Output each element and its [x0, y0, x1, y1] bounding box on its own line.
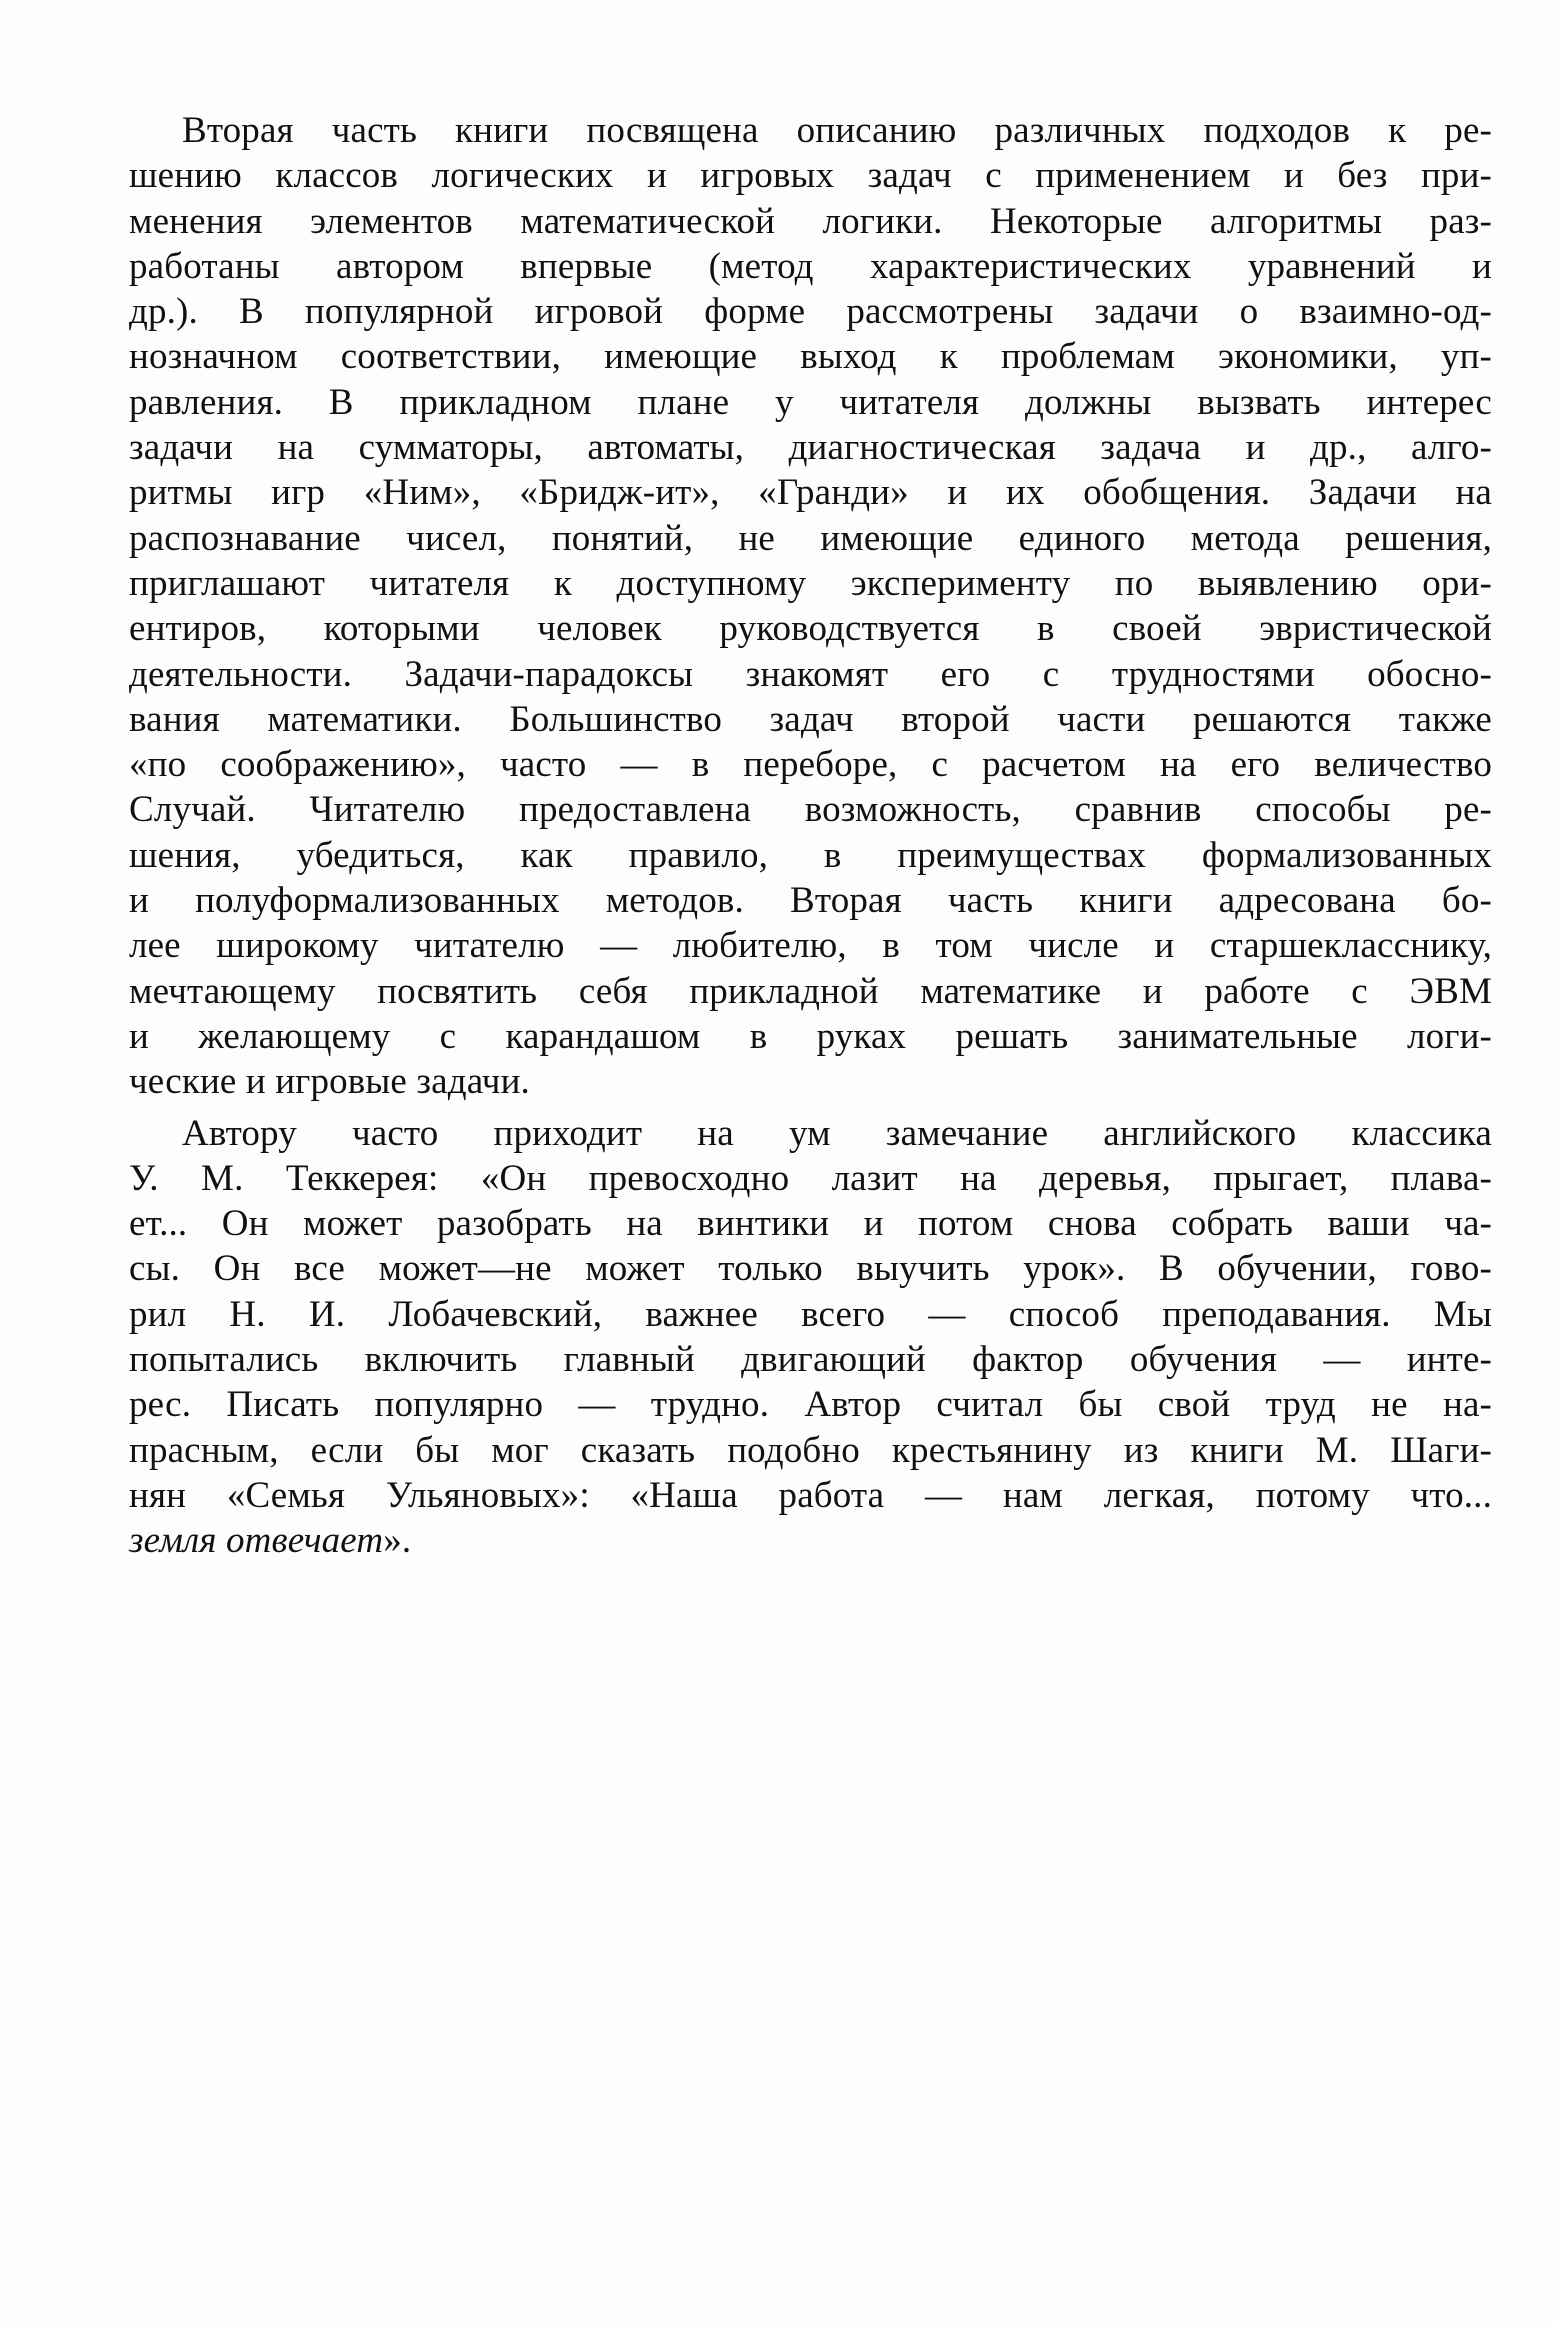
text-line: работаны автором впервые (метод характеристических уравнений и: [129, 245, 1492, 287]
text-line: задачи на сумматоры, автоматы, диагностическая задача и др., алго-: [129, 427, 1492, 469]
text-line: и желающему с карандашом в руках решать занимательные логи-: [129, 1015, 1492, 1057]
text-line: сы. Он все может—не может только выучить урок». В обучении, гово-: [129, 1248, 1492, 1290]
text-line: У. М. Теккерея: «Он превосходно лазит на деревья, прыгает, плава-: [129, 1157, 1492, 1199]
text-line: рес. Писать популярно — трудно. Автор считал бы свой труд не на-: [129, 1384, 1492, 1426]
text-line: шения, убедиться, как правило, в преимуществах формализованных: [129, 834, 1492, 876]
page-text: [129, 108, 1492, 1564]
text-line: шению классов логических и игровых задач с применением и без при-: [129, 155, 1492, 197]
text-line: «по соображению», часто — в переборе, с расчетом на его величество: [129, 744, 1492, 786]
text-line: лее широкому читателю — любителю, в том числе и старшекласснику,: [129, 925, 1492, 967]
text-line: распознавание чисел, понятий, не имеющие единого метода решения,: [129, 517, 1492, 559]
text-line: попытались включить главный двигающий фактор обучения — инте-: [129, 1339, 1492, 1381]
text-line: ентиров, которыми человек руководствуется в своей эвристической: [129, 608, 1492, 650]
text-line: приглашают читателя к доступному эксперименту по выявлению ори-: [129, 562, 1492, 604]
text-line: мечтающему посвятить себя прикладной математике и работе с ЭВМ: [129, 970, 1492, 1012]
text-line: ческие и игровые задачи.: [129, 1061, 530, 1103]
text-line: прасным, если бы мог сказать подобно крестьянину из книги М. Шаги-: [129, 1429, 1492, 1471]
closing-punctuation: ».: [383, 1520, 412, 1562]
paragraph-2: [129, 1111, 1492, 1564]
paragraph-1: [129, 108, 1492, 1105]
text-line: ет... Он может разобрать на винтики и потом снова собрать ваши ча-: [129, 1203, 1492, 1245]
text-line: Вторая часть книги посвящена описанию различных подходов к ре-: [182, 110, 1492, 151]
text-line: рил Н. И. Лобачевский, важнее всего — способ преподавания. Мы: [129, 1293, 1492, 1335]
italic-phrase: земля отвечает: [129, 1520, 384, 1562]
text-line: нян «Семья Ульяновых»: «Наша работа — нам легкая, потому что...: [129, 1474, 1492, 1516]
text-line: Случай. Читателю предоставлена возможность, сравнив способы ре-: [129, 789, 1492, 831]
text-line: вания математики. Большинство задач второй части решаются также: [129, 698, 1492, 740]
text-line: и полуформализованных методов. Вторая часть книги адресована бо-: [129, 880, 1492, 922]
text-line: менения элементов математической логики. Некоторые алгоритмы раз-: [129, 200, 1492, 242]
text-line: Автору часто приходит на ум замечание английского классика: [182, 1112, 1492, 1154]
text-line: равления. В прикладном плане у читателя должны вызвать интерес: [129, 381, 1492, 423]
text-line: ритмы игр «Ним», «Бридж-ит», «Гранди» и их обобщения. Задачи на: [129, 472, 1492, 514]
final-line: [129, 1518, 1492, 1563]
text-line: деятельности. Задачи-парадоксы знакомят его с трудностями обосно-: [129, 653, 1492, 695]
text-line: др.). В популярной игровой форме рассмотрены задачи о взаимно-од-: [129, 291, 1492, 333]
text-line: нозначном соответствии, имеющие выход к проблемам экономики, уп-: [129, 336, 1492, 378]
